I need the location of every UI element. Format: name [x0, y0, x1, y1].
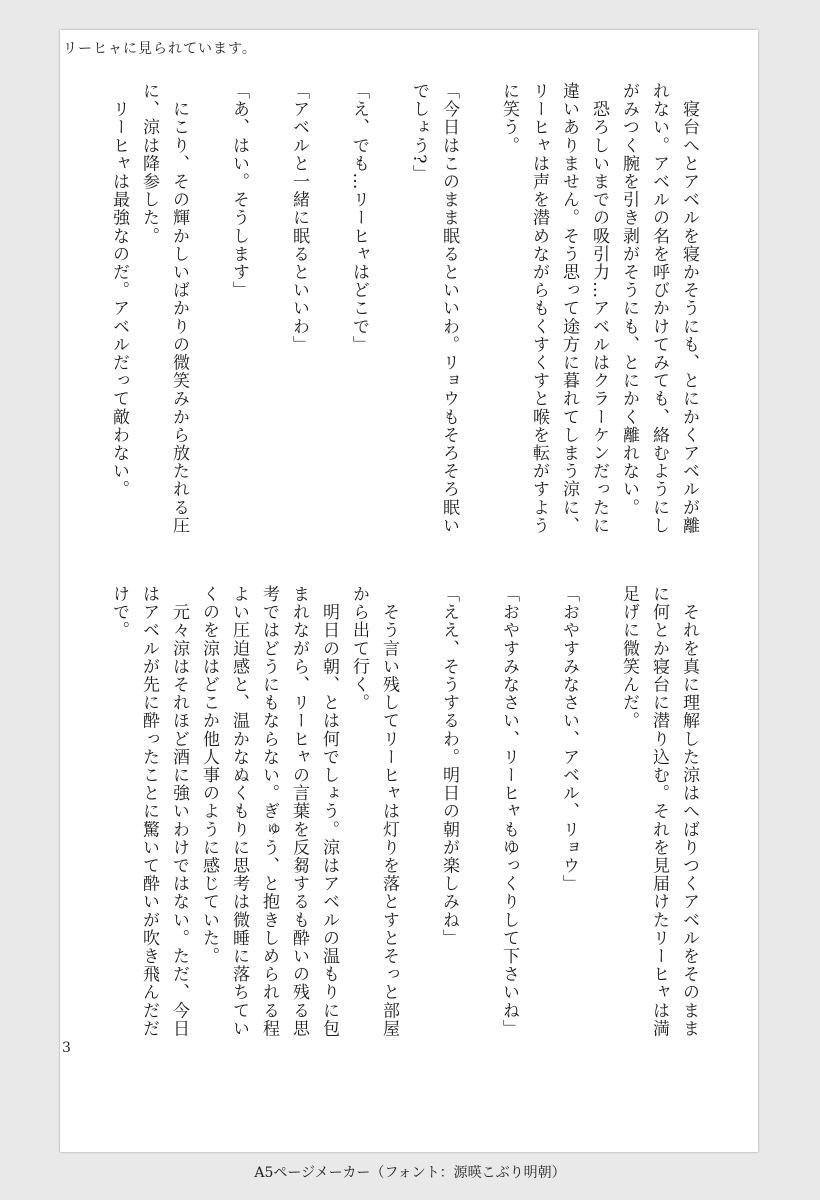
text-line: まれながら、リーヒャの言葉を反芻するも酔いの残る思 [289, 585, 309, 1038]
text-line: がみつく腕を引き剥がそうにも、とにかく離れない。 [619, 82, 639, 517]
text-line: に笑う。 [499, 82, 519, 155]
text-line: 「おやすみなさい、アベル、リョウ」 [559, 585, 579, 893]
text-line: リーヒャは最強なのだ。アベルだって敵わない。 [109, 82, 129, 499]
text-line: 足げに微笑んだ。 [619, 585, 639, 730]
text-line: けで。 [109, 585, 129, 640]
text-line: よい圧迫感と、温かなぬくもりに思考は微睡に落ちてい [229, 585, 249, 1038]
footer-caption: A5ページメーカー（フォント：源暎こぶり明朝） [254, 1165, 566, 1181]
text-line [314, 82, 344, 532]
text-line: にこり、その輝かしいばかりの微笑みから放たれる圧 [169, 82, 189, 535]
text-line: 「え、でも…リーヒャはどこで」 [349, 82, 369, 354]
text-line: から出て行く。 [349, 585, 369, 712]
text-line: 「あ、はい。そうします」 [229, 82, 249, 300]
text-line: リーヒャは声を潜めながらもくすくすと喉を転がすよう [529, 82, 549, 535]
text-line [464, 82, 494, 532]
text-line: はアベルが先に酔ったことに驚いて酔いが吹き飛んだだ [139, 585, 159, 1038]
text-line [374, 82, 404, 532]
text-line: 寝台へとアベルを寝かそうにも、とにかくアベルが離 [679, 82, 699, 535]
text-line [254, 82, 284, 532]
text-line [584, 585, 614, 1035]
text-line: 恐ろしいまでの吸引力…アベルはクラーケンだったに [589, 82, 609, 535]
text-line [524, 585, 554, 1035]
text-line [404, 585, 434, 1035]
text-line: 違いありません。そう思って途方に暮れてしまう涼に、 [559, 82, 579, 535]
text-line: 明日の朝、とは何でしょう。涼はアベルの温もりに包 [319, 585, 339, 1038]
text-line: 「今日はこのまま眠るといいわ。リョウもそろそろ眠い [439, 82, 459, 535]
text-line: 「ええ、そうするわ。明日の朝が楽しみね」 [439, 585, 459, 947]
text-line: 元々涼はそれほど酒に強いわけではない。ただ、今日 [169, 585, 189, 1038]
text-block-top [104, 82, 704, 535]
page-header-title: リーヒャに見られています。 [63, 41, 257, 57]
text-line: くのを涼はどこか他人事のように感じていた。 [199, 585, 219, 966]
text-line: それを真に理解した涼はへばりつくアベルをそのまま [679, 585, 699, 1038]
text-line: に何とか寝台に潜り込む。それを見届けたリーヒャは満 [649, 585, 669, 1038]
text-line: そう言い残してリーヒャは灯りを落とすとそっと部屋 [379, 585, 399, 1038]
text-line [194, 82, 224, 532]
text-line: でしょう?」 [409, 82, 429, 183]
text-block-bottom [104, 585, 704, 1038]
text-line: 「アベルと一緒に眠るといいわ」 [289, 82, 309, 354]
text-line: 考ではどうにもならない。ぎゅう、と抱きしめられる程 [259, 585, 279, 1038]
text-line: 「おやすみなさい、リーヒャもゆっくりして下さいね」 [499, 585, 519, 1038]
page-number: 3 [62, 1040, 71, 1056]
text-line: れない。アベルの名を呼びかけてみても、絡むようにし [649, 82, 669, 535]
text-line [464, 585, 494, 1035]
text-line: に、涼は降参した。 [139, 82, 159, 245]
